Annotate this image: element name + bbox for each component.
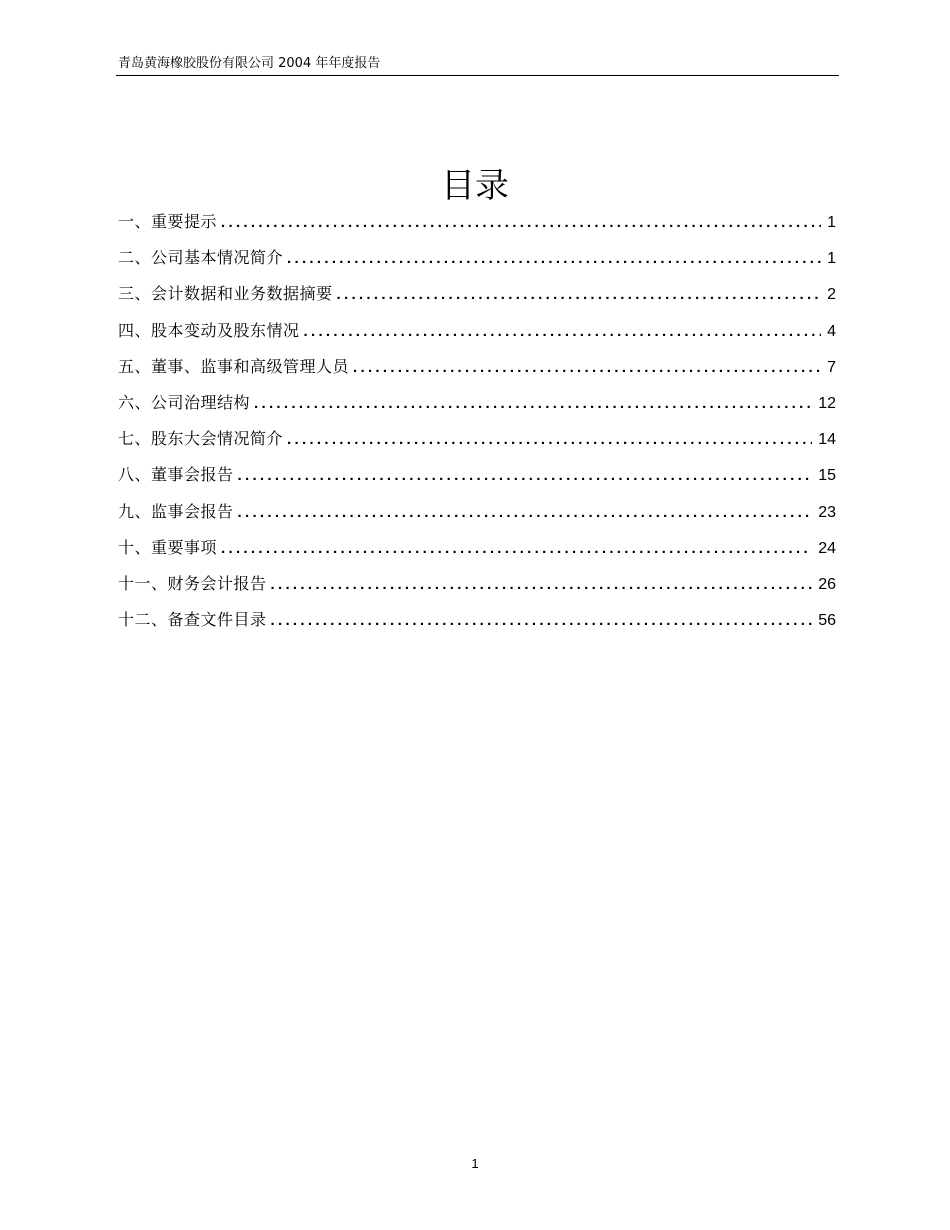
toc-dot-leader bbox=[254, 390, 812, 418]
toc-entry-8[interactable] bbox=[118, 461, 836, 497]
toc-entry-label: 一、重要提示 bbox=[118, 212, 218, 231]
toc-dot-leader bbox=[221, 535, 812, 563]
toc-entry-label: 七、股东大会情况简介 bbox=[118, 429, 284, 449]
toc-entry-label: 三、会计数据和业务数据摘要 bbox=[118, 284, 333, 304]
toc-entry-label: 六、公司治理结构 bbox=[118, 392, 251, 412]
toc-entry-page: 1 bbox=[827, 214, 836, 231]
header-divider bbox=[116, 75, 839, 76]
toc-entry-page: 56 bbox=[818, 612, 836, 630]
toc-entry-10[interactable] bbox=[118, 534, 836, 570]
toc-entry-page: 24 bbox=[818, 539, 836, 557]
toc-entry-page: 2 bbox=[827, 286, 836, 304]
toc-entry-12[interactable] bbox=[118, 606, 836, 642]
toc-dot-leader bbox=[337, 281, 822, 309]
toc-entry-3[interactable] bbox=[118, 280, 836, 316]
toc-dot-leader bbox=[221, 209, 821, 237]
toc-dot-leader bbox=[287, 245, 821, 273]
toc-dot-leader bbox=[304, 318, 822, 346]
toc-entry-page: 23 bbox=[818, 503, 836, 521]
page-number: 1 bbox=[471, 1156, 479, 1171]
toc-entry-1[interactable] bbox=[118, 208, 836, 244]
toc-entry-9[interactable] bbox=[118, 498, 836, 534]
toc-entry-11[interactable] bbox=[118, 570, 836, 606]
toc-entry-label: 四、股本变动及股东情况 bbox=[118, 320, 300, 340]
page-header: 青岛黄海橡胶股份有限公司 2004 年年度报告 bbox=[118, 56, 381, 71]
toc-entry-7[interactable] bbox=[118, 425, 836, 461]
toc-entry-5[interactable] bbox=[118, 353, 836, 389]
toc-dot-leader bbox=[271, 571, 813, 599]
toc-dot-leader bbox=[287, 426, 812, 454]
toc-entry-page: 14 bbox=[818, 431, 836, 449]
toc-entry-label: 十二、备查文件目录 bbox=[118, 610, 267, 630]
toc-entry-page: 4 bbox=[827, 322, 836, 340]
toc-dot-leader bbox=[353, 354, 821, 382]
toc-entry-label: 十一、财务会计报告 bbox=[118, 573, 267, 593]
toc-entry-label: 二、公司基本情况简介 bbox=[118, 248, 284, 268]
toc-title: 目录 bbox=[441, 166, 509, 206]
toc-entry-label: 九、监事会报告 bbox=[118, 501, 234, 521]
toc-entry-page: 26 bbox=[818, 575, 836, 593]
toc-dot-leader bbox=[238, 499, 813, 527]
toc-dot-leader bbox=[271, 607, 813, 635]
toc-entry-label: 五、董事、监事和高级管理人员 bbox=[118, 356, 350, 376]
toc-entry-label: 八、董事会报告 bbox=[118, 465, 234, 485]
toc-entry-page: 7 bbox=[827, 358, 836, 376]
toc-entry-page: 15 bbox=[818, 467, 836, 485]
toc-entry-2[interactable] bbox=[118, 244, 836, 280]
toc-dot-leader bbox=[238, 462, 813, 490]
toc-entry-label: 十、重要事项 bbox=[118, 537, 218, 557]
table-of-contents bbox=[118, 208, 836, 642]
toc-entry-page: 1 bbox=[827, 250, 836, 268]
toc-entry-6[interactable] bbox=[118, 389, 836, 425]
toc-entry-4[interactable] bbox=[118, 317, 836, 353]
toc-entry-page: 12 bbox=[818, 394, 836, 412]
